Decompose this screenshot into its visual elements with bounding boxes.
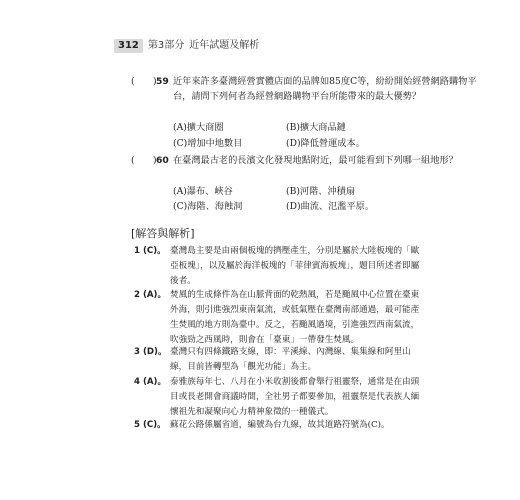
answer-blank: ( ) bbox=[131, 76, 157, 87]
question-number: 60 bbox=[156, 155, 169, 166]
answer-item bbox=[134, 418, 426, 434]
answer-item bbox=[134, 375, 426, 420]
answer-label: 3 (D)。 bbox=[134, 347, 167, 357]
answer-label: 4 (A)。 bbox=[134, 377, 167, 387]
page-number: 312 bbox=[114, 39, 143, 53]
option-c: (C)海階、海蝕洞 bbox=[173, 201, 243, 212]
answer-text: 焚風的生成條件為在山脈背面的乾熱風，若是颱風中心位置在臺東外海，則引進強烈東南氣流，或低氣壓在臺灣南部通過，最可能產生焚風的地方則為臺中。反之，若颱風過境，引進強烈西南氣流，吹強勁之西風時，則會在「臺東」一帶發生焚風。 bbox=[170, 290, 420, 345]
answer-text: 泰雅族每年七、八月在小米收割後都會舉行祖靈祭，通常是在由頭目或長老開會商議時間，全社男子都要參加，祖靈祭是代表族人緬懷祖先和凝聚向心力精神象徵的一種儀式。 bbox=[170, 377, 420, 417]
option-a: (A)擴大商圈 bbox=[173, 122, 224, 133]
option-b: (B)擴大商品鏈 bbox=[286, 122, 346, 133]
answer-text: 蘇花公路係屬省道，編號為台九線，故其道路符號為(C)。 bbox=[170, 420, 390, 430]
answer-blank: ( ) bbox=[131, 155, 157, 166]
option-c: (C)增加中地數目 bbox=[173, 138, 243, 149]
answer-item bbox=[134, 288, 426, 348]
answer-item bbox=[134, 244, 426, 288]
answer-label: 5 (C)。 bbox=[134, 420, 166, 430]
section-title: [解答與解析] bbox=[131, 227, 195, 240]
option-b: (B)河階、沖積扇 bbox=[286, 186, 356, 197]
question-stem: 在臺灣最古老的長濱文化發現地點附近，最可能看到下列哪一組地形？ bbox=[173, 155, 458, 166]
answer-label: 1 (C)。 bbox=[134, 246, 166, 256]
answer-text: 臺灣島主要是由兩個板塊的擠壓產生，分別是屬於大陸板塊的「歐亞板塊」，以及屬於海洋板塊的「菲律賓海板塊」，題目所述者即屬後者。 bbox=[170, 246, 420, 286]
question-stem: 近年來許多臺灣經營實體店面的品牌如85度C等，紛紛開始經營網路購物平台，請問下列何者為經營網路購物平台所能帶來的最大優勢？ bbox=[173, 76, 477, 103]
part-label: 第3部分 bbox=[147, 40, 185, 51]
page-header bbox=[114, 39, 259, 53]
option-d: (D)降低營運成本。 bbox=[286, 138, 365, 149]
answer-label: 2 (A)。 bbox=[134, 290, 167, 300]
option-d: (D)曲流、氾濫平原。 bbox=[286, 201, 375, 212]
question-60 bbox=[131, 153, 477, 223]
answer-text: 臺灣只有四條鐵路支線，即：平溪線、內灣線、集集線和阿里山線，目前皆轉型為「觀光功能」為主。 bbox=[170, 347, 411, 372]
question-number: 59 bbox=[156, 76, 169, 87]
option-a: (A)瀑布、峽谷 bbox=[173, 186, 233, 197]
chapter-title: 近年試題及解析 bbox=[189, 40, 260, 51]
answer-item bbox=[134, 345, 426, 375]
